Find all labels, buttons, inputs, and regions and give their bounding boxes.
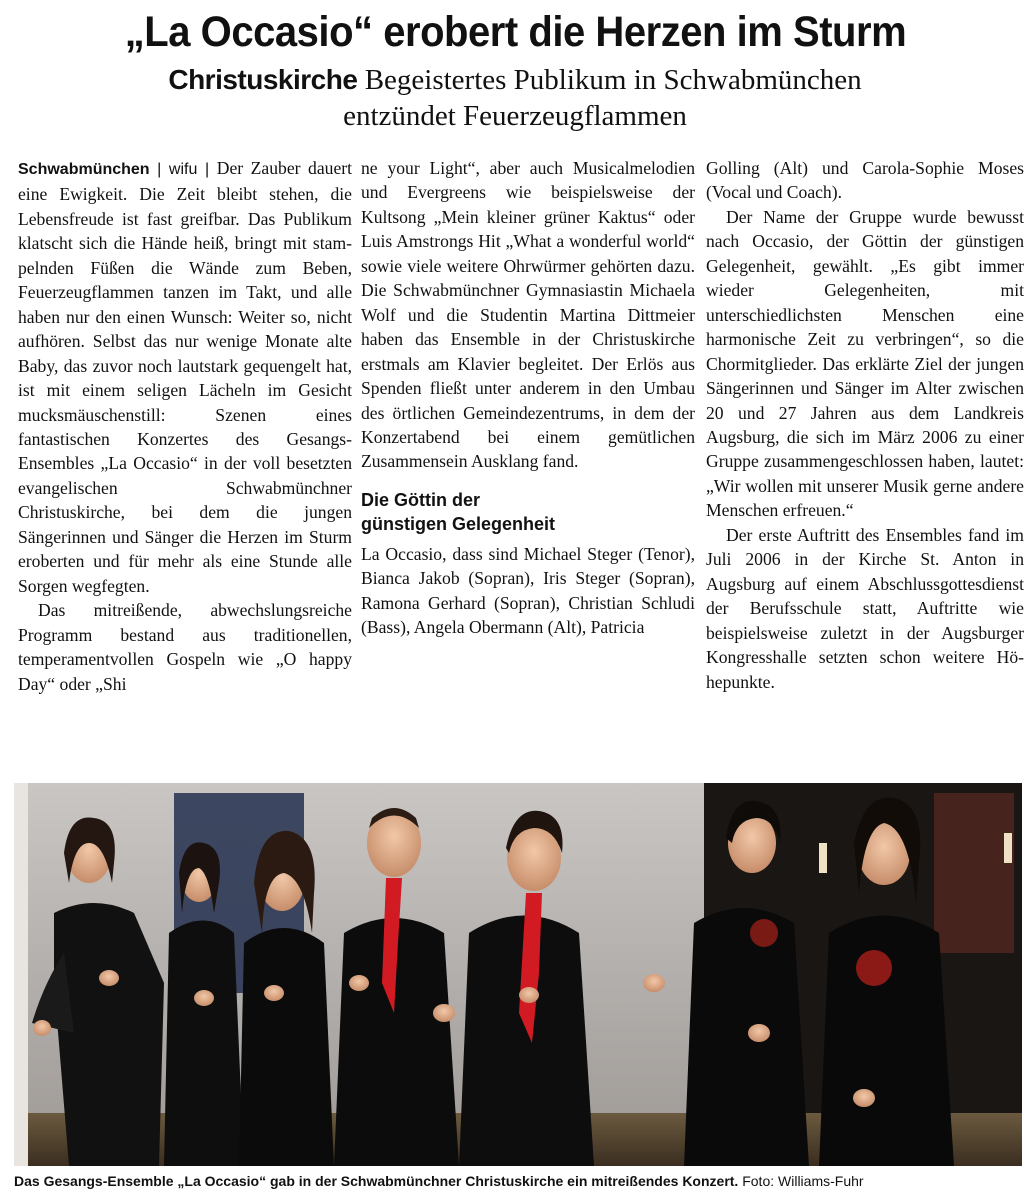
subheadline [60, 62, 970, 134]
paragraph-4: Der Name der Gruppe wurde bewusst nach Occasio, der Göttin der günstigen Gelegenheit, gewählt. „Es gibt immer wieder Gelegenheiten, mit unterschiedlichsten Menschen eine harmonische Zeit zu verbringen“, so die Chormitglieder. Das erklärte Ziel der jungen Sängerinnen und Sänger im Alter zwischen 20 und 27 Jahren aus dem Landkreis Augsburg, die sich im März 2006 zu einer Gruppe zusammengeschlossen haben, lautet: „Wir wollen mit unserer Musik gerne andere Menschen erfreuen.“ [706, 206, 1024, 521]
article-column-1 [18, 156, 352, 696]
subheadline-line-2: entzündet Feuerzeugflammen [343, 100, 687, 132]
paragraph-3-start: La Occasio, dass sind Michael Steger (Tenor), Bianca Jakob (Sopran), Iris Steger (Sopran), Ramona Gerhard (Sopran), Christian Schludi (Bass), Angela Obermann (Alt), Patricia [361, 543, 695, 638]
choir-photo-illustration [14, 783, 1022, 1166]
photo-caption [14, 1171, 1024, 1191]
photo-credit: Foto: Williams-Fuhr [742, 1173, 864, 1189]
author-tag: | wifu | [149, 161, 217, 178]
caption-text: Das Gesangs-Ensemble „La Occasio“ gab in der Schwabmünchner Christuskirche ein mitreißendes Konzert. [14, 1173, 739, 1189]
article-column-3 [706, 156, 1024, 694]
paragraph-2-continued: ne your Light“, aber auch Musicalmelodien und Evergreens wie beispielsweise der Kultsong „Mein kleiner grüner Kaktus“ oder Luis Amstrongs Hit „What a wonderful world“ sowie viele weitere Ohrwürmer gehörten dazu. Die Schwabmünchner Gymnasiastin Michaela Wolf und die Studentin Martina Dittmeier haben das Ensemble in der Christuskirche erstmals am Klavier begleitet. Der Erlös aus Spenden fließt unter anderem in den Umbau des örtlichen Gemeindezentrums, in dem der Konzertabend bei einem gemütlichen Zusammensein Ausklang fand. [361, 158, 695, 472]
ensemble-photo [14, 783, 1022, 1166]
paragraph-3-continued: Golling (Alt) und Carola-Sophie Moses (Vocal und Coach). [706, 158, 1024, 203]
section-subheading: Die Göttin der günstigen Gelegenheit [361, 489, 556, 534]
paragraph-2-start: Das mitreißende, abwechslungsreiche Programm bestand aus traditionellen, temperamentvollen Gospeln wie „O happy Day“ oder „Shi [18, 600, 352, 694]
dateline: Schwabmünchen [18, 161, 150, 178]
paragraph-5: Der erste Auftritt des Ensembles fand im Juli 2006 in der Kirche St. Anton in Augsburg auf einem Abschlussgottesdienst der Berufsschule statt, Auftritte wie beispielsweise zuletzt in der Augsburger Kongresshalle setzten schon weitere Höhepunkte. [706, 524, 1024, 692]
kicker: Christuskirche [168, 64, 358, 95]
headline: „La Occasio“ erobert die Herzen im Sturm [124, 8, 907, 56]
paragraph-1-text: Der Zauber dauert eine Ewigkeit. Die Zeit bleibt stehen, die Lebensfreude ist fast greifbar. Das Publikum klatscht sich die Hände heiß, bringt mit stampelnden Füßen die Wände zum Beben, Feuerzeugflammen tanzen im Takt, und alle haben nur den einen Wunsch: Weiter so, nicht aufhören. Selbst das nur wenige Monate alte Baby, das zuvor noch lautstark gequengelt hat, ist mit einem seligen Lächeln im Gesicht mucksmäuschenstill: Szenen eines fantastischen Konzertes des Gesangs-Ensembles „La Occasio“ in der voll besetzten evangelischen Schwabmünchner Christuskirche, bei dem die jungen Sängerinnen und Sänger die Herzen im Sturm eroberten und für mehr als eine Stunde alle Sorgen wegfegten. [18, 158, 353, 596]
subheadline-line-1: Begeistertes Publikum in Schwabmünchen [364, 64, 862, 96]
paragraph-intro [18, 156, 352, 598]
article-column-2 [361, 156, 695, 640]
